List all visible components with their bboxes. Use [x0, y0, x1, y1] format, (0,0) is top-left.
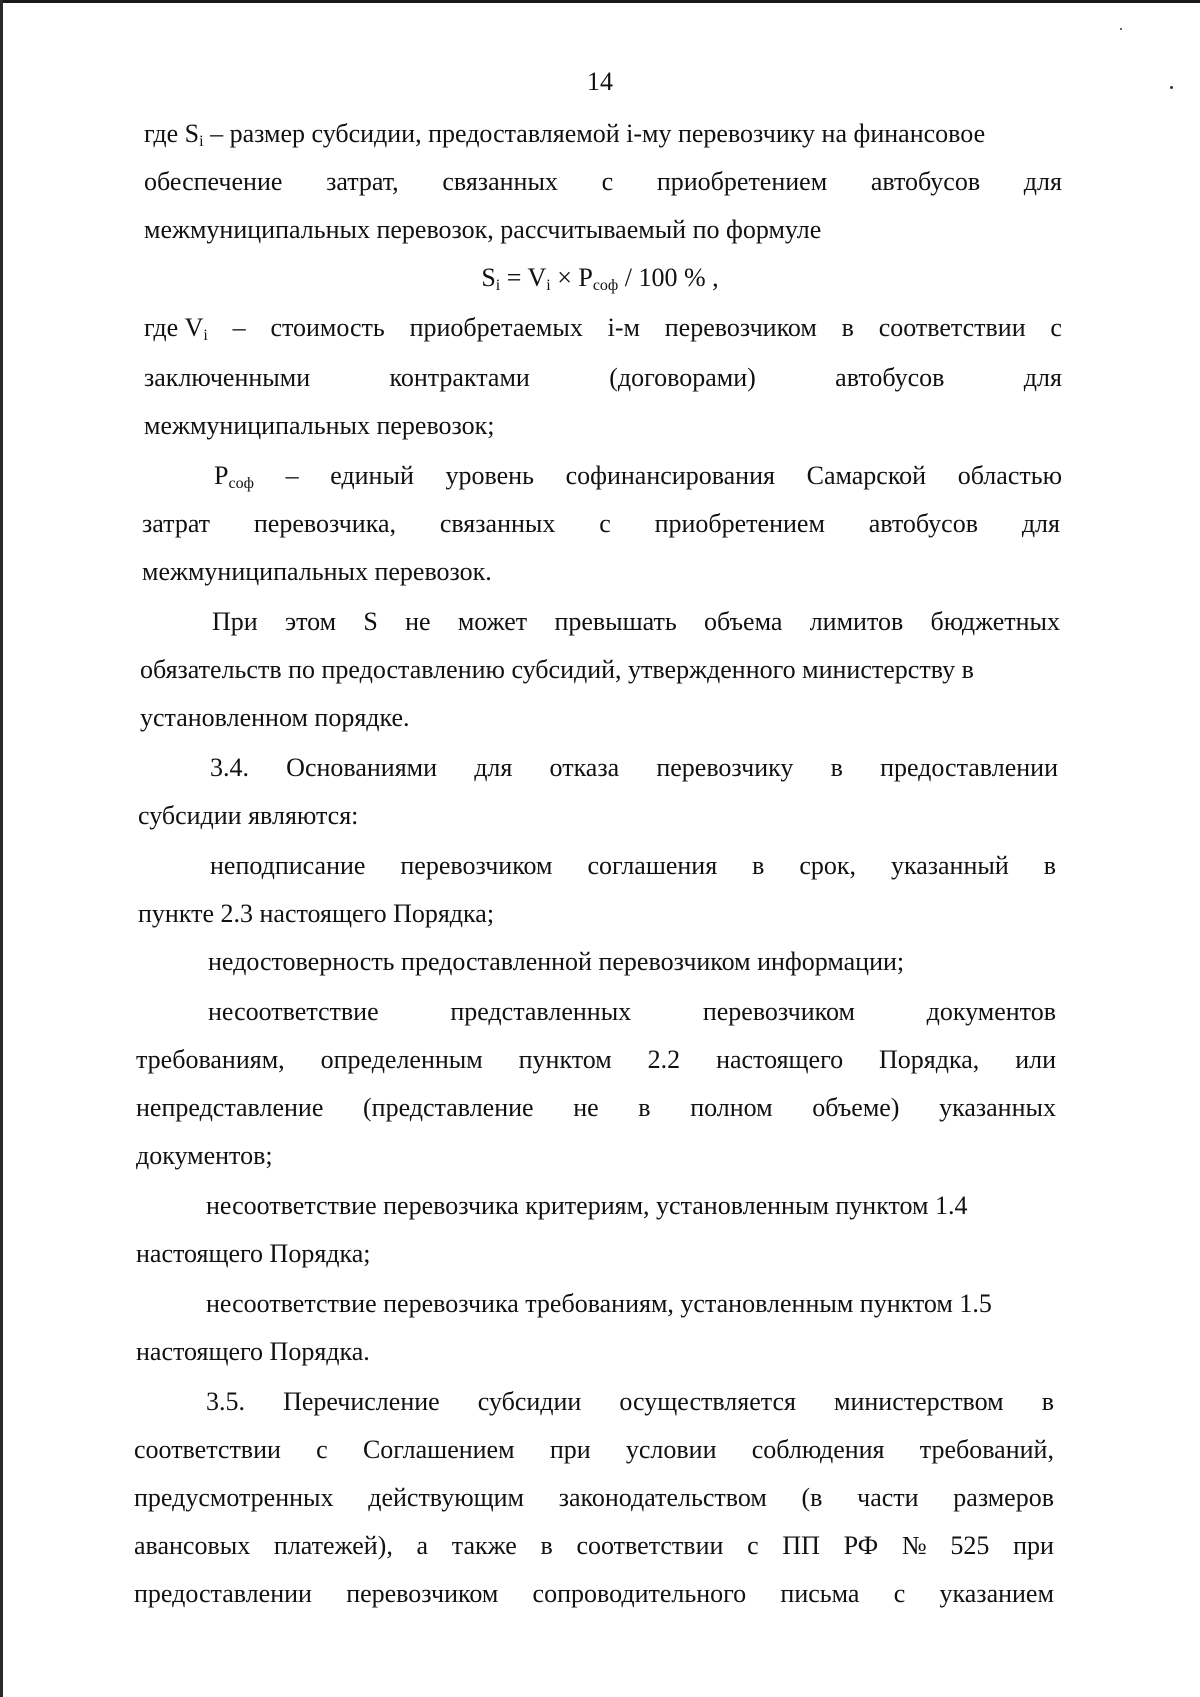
text-line-17: пункте 2.3 настоящего Порядка;	[138, 899, 495, 928]
text-line-12: обязательств по предоставлению субсидий, утвержденного министерству в	[140, 655, 974, 684]
word: i-м	[607, 313, 640, 342]
text-line-7: межмуниципальных перевозок;	[144, 411, 495, 440]
word: уровень	[445, 461, 534, 490]
word: срок,	[799, 851, 857, 880]
word: при	[549, 1435, 591, 1464]
word: не	[573, 1093, 599, 1122]
word: областью	[957, 461, 1062, 490]
word: где $V_i$	[144, 313, 208, 344]
word: бюджетных	[930, 607, 1060, 636]
word: для	[1023, 363, 1062, 392]
word: (в	[801, 1483, 823, 1512]
text-line-8	[214, 460, 1062, 492]
word: действующим	[368, 1483, 525, 1512]
word: стоимость	[270, 313, 385, 342]
word: перевозчику	[656, 753, 794, 782]
text-line-23: несоответствие перевозчика критериям, установленным пунктом 1.4	[206, 1191, 968, 1220]
word: законодательством	[558, 1483, 767, 1512]
word: единый	[330, 461, 414, 490]
text-line-24: настоящего Порядка;	[136, 1239, 371, 1268]
word: РФ	[843, 1531, 879, 1560]
subscript: i	[199, 133, 204, 150]
text-line-27	[206, 1386, 1054, 1418]
word: также	[451, 1531, 517, 1560]
subscript: i	[495, 277, 501, 294]
subscript: соф	[592, 277, 619, 294]
text-line-10: межмуниципальных перевозок.	[142, 557, 492, 586]
word: соблюдения	[751, 1435, 885, 1464]
word: с	[893, 1579, 906, 1608]
word: размеров	[953, 1483, 1054, 1512]
word: заключенными	[144, 363, 311, 392]
text-line-19	[208, 996, 1056, 1028]
word: S	[363, 607, 378, 636]
word: (договорами)	[609, 363, 756, 392]
text-line-31	[134, 1578, 1054, 1610]
word: объеме)	[812, 1093, 900, 1122]
word: автобусов	[870, 167, 981, 196]
scan-speck	[1120, 28, 1122, 30]
word: 525	[950, 1531, 990, 1560]
word: Перечисление	[283, 1387, 440, 1416]
word: с	[316, 1435, 328, 1464]
text-line-30	[134, 1530, 1054, 1562]
word: осуществляется	[619, 1387, 796, 1416]
word: министерством	[834, 1387, 1004, 1416]
word: соответствии	[134, 1435, 281, 1464]
word: (представление	[363, 1093, 534, 1122]
word: для	[1023, 167, 1062, 196]
word: –	[232, 313, 246, 342]
word: в	[752, 851, 765, 880]
word: в	[638, 1093, 651, 1122]
word: этом	[284, 607, 337, 636]
word: $P_{соф}$	[214, 461, 254, 492]
word: субсидии	[477, 1387, 582, 1416]
word: обеспечение	[144, 167, 283, 196]
word: предусмотренных	[134, 1483, 334, 1512]
word: определенным	[320, 1045, 483, 1074]
word: для	[474, 753, 513, 782]
word: неподписание	[210, 851, 366, 880]
text-line-26: настоящего Порядка.	[136, 1337, 370, 1366]
word: части	[857, 1483, 919, 1512]
text-line-2	[144, 166, 1062, 198]
word: ПП	[782, 1531, 820, 1560]
word: в	[540, 1531, 553, 1560]
word: перевозчиком	[702, 997, 855, 1026]
word: отказа	[549, 753, 620, 782]
word: пунктом	[518, 1045, 612, 1074]
word: Соглашением	[362, 1435, 515, 1464]
text-line-9	[142, 508, 1060, 540]
word: при	[1013, 1531, 1054, 1560]
word: с	[599, 509, 611, 538]
word: в	[830, 753, 843, 782]
word: объема	[704, 607, 783, 636]
word: а	[416, 1531, 429, 1560]
word: Основаниями	[286, 753, 438, 782]
text-line-14	[210, 752, 1058, 784]
text-line-5	[144, 312, 1062, 344]
text-fragment: где S	[144, 119, 200, 148]
scan-edge-left	[0, 0, 3, 1697]
text-line-15: субсидии являются:	[138, 801, 359, 830]
text-line-13: установленном порядке.	[140, 703, 410, 732]
word: документов	[926, 997, 1056, 1026]
text-line-6	[144, 362, 1062, 394]
word: перевозчиком	[346, 1579, 499, 1608]
word: превышать	[554, 607, 677, 636]
text-fragment: – размер субсидии, предоставляемой i-му перевозчику на финансовое	[203, 119, 986, 148]
word: перевозчиком	[400, 851, 553, 880]
word: не	[405, 607, 431, 636]
word: №	[901, 1531, 927, 1560]
scan-edge-top	[0, 0, 1200, 3]
word: несоответствие	[208, 997, 379, 1026]
word: письма	[780, 1579, 860, 1608]
word: Порядка,	[879, 1045, 980, 1074]
word: указанный	[890, 851, 1009, 880]
word: с	[1050, 313, 1062, 342]
word: платежей),	[273, 1531, 393, 1560]
word: автобусов	[835, 363, 945, 392]
word: 3.4.	[210, 753, 249, 782]
word: авансовых	[134, 1531, 251, 1560]
word: в	[1041, 1387, 1054, 1416]
word: софинансирования	[565, 461, 775, 490]
word: для	[1021, 509, 1060, 538]
text-line-25: несоответствие перевозчика требованиям, установленным пунктом 1.5	[206, 1289, 992, 1318]
word: соглашения	[587, 851, 718, 880]
word: затрат,	[326, 167, 399, 196]
word: соответствии	[878, 313, 1026, 342]
word: 3.5.	[206, 1387, 245, 1416]
text-line-28	[134, 1434, 1054, 1466]
formula-part: × P	[550, 263, 593, 292]
word: соответствии	[576, 1531, 724, 1560]
text-line-22: документов;	[136, 1141, 273, 1170]
word: с	[747, 1531, 759, 1560]
text-line-1	[144, 118, 1062, 150]
text-line-18: недостоверность предоставленной перевозчиком информации;	[208, 947, 905, 976]
word: требований,	[919, 1435, 1054, 1464]
word: автобусов	[868, 509, 978, 538]
text-line-21	[136, 1092, 1056, 1124]
word: приобретаемых	[409, 313, 583, 342]
word: перевозчика,	[253, 509, 396, 538]
word: в	[841, 313, 854, 342]
word: –	[285, 461, 299, 490]
text-line-3: межмуниципальных перевозок, рассчитываемый по формуле	[144, 215, 822, 244]
word: предоставлении	[880, 753, 1058, 782]
word: в	[1043, 851, 1056, 880]
subscript: i	[546, 277, 551, 294]
text-line-20	[136, 1044, 1056, 1076]
word: условии	[625, 1435, 717, 1464]
word: указанием	[939, 1579, 1054, 1608]
word: приобретением	[656, 167, 828, 196]
formula-part: S	[481, 263, 496, 292]
word: 2.2	[647, 1045, 681, 1074]
word: связанных	[439, 509, 556, 538]
word: представленных	[450, 997, 632, 1026]
formula	[0, 262, 1200, 294]
text-line-29	[134, 1482, 1054, 1514]
word: При	[212, 607, 258, 636]
word: приобретением	[654, 509, 825, 538]
formula-part: / 100 % ,	[618, 263, 719, 292]
word: требованиям,	[136, 1045, 285, 1074]
word: или	[1015, 1045, 1056, 1074]
word: указанных	[939, 1093, 1056, 1122]
word: с	[601, 167, 614, 196]
word: предоставлении	[134, 1579, 312, 1608]
word: связанных	[442, 167, 558, 196]
word: может	[457, 607, 528, 636]
page-number: 14	[587, 67, 613, 96]
text-line-11	[212, 606, 1060, 638]
text-line-16	[210, 850, 1056, 882]
word: сопроводительного	[532, 1579, 747, 1608]
word: полном	[690, 1093, 773, 1122]
word: затрат	[142, 509, 211, 538]
word: Самарской	[806, 461, 927, 490]
formula-part: = V	[500, 263, 547, 292]
word: лимитов	[809, 607, 904, 636]
word: перевозчиком	[664, 313, 817, 342]
word: непредставление	[136, 1093, 324, 1122]
word: контрактами	[389, 363, 530, 392]
word: настоящего	[716, 1045, 844, 1074]
